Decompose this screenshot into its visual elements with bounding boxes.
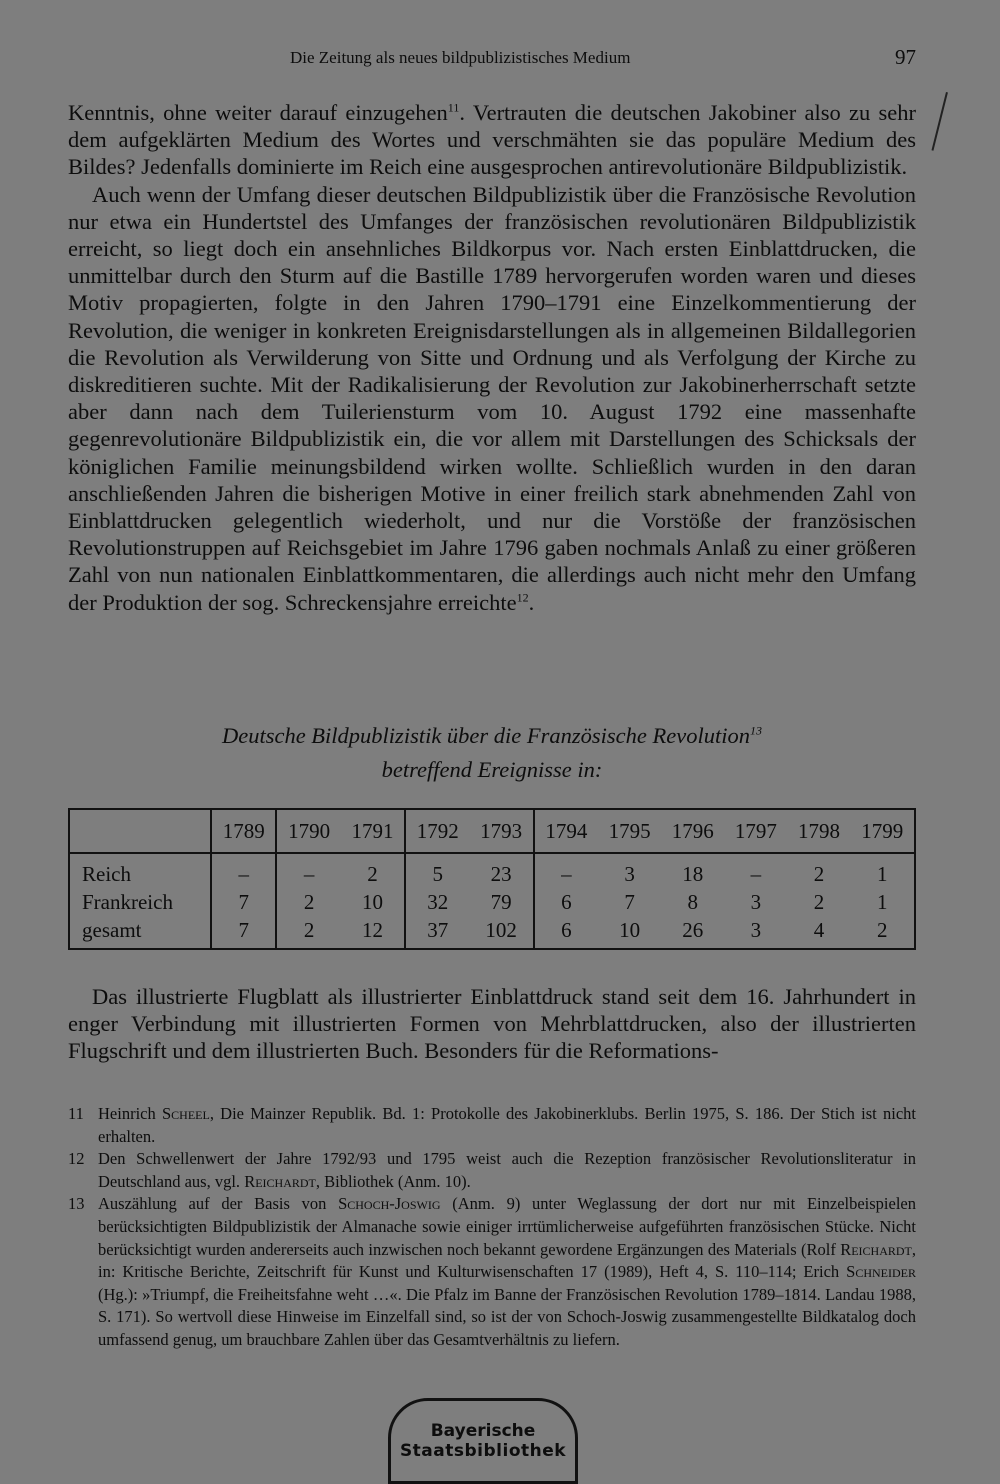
table-row: [69, 853, 915, 888]
table-cell: 10: [619, 917, 641, 942]
footnote-number: 12: [68, 1149, 85, 1169]
table-caption-line-2: betreffend Ereignisse in:: [381, 757, 603, 782]
page-header: [68, 45, 916, 74]
page-number: 97: [895, 45, 916, 69]
footnote-text: [98, 1148, 916, 1193]
year-header: 1797: [724, 809, 787, 853]
body-text: [68, 99, 916, 616]
footnotes: [68, 1103, 916, 1352]
author-name: Scheel: [161, 1104, 210, 1123]
table-cell: 3: [750, 917, 762, 942]
footnote-ref-12[interactable]: 12: [516, 590, 529, 605]
footnote-text-part: Den Schwellenwert der Jahre 1792/93 und 1795 weist auch die Rezeption französischer Revolutionsliteratur in Deutschland aus, vgl.: [98, 1149, 916, 1191]
footnote-text-part: Heinrich: [98, 1104, 162, 1123]
paragraph-2-end: .: [528, 589, 535, 615]
year-header: 1793: [469, 809, 533, 853]
footnote-11: [68, 1103, 916, 1148]
margin-pencil-mark: [931, 92, 947, 151]
year-header: 1789: [211, 809, 276, 853]
paragraph-2-text: Auch wenn der Umfang dieser deutschen Bildpublizistik über die Französische Revolution nur etwa ein Hundertstel des Umfanges der französischen revolutionären Bildpublizistik erreicht, so liegt doch ein ansehnliches Bildkorpus vor. Nach ersten Einblattdrucken, die unmittelbar durch den Sturm auf die Bastille 1789 hervorgerufen worden waren und dieses Motiv propagierten, folgte in den Jahren 1790–1791 eine Einzelkommentierung der Revolution, die weniger in konkreten Ereignisdarstellungen als in allgemeinen Bildallegorien die Revolution als Verwilderung von Sitte und Ordnung und als Verfolgung der Kirche zu diskreditieren suchte. Mit der Radikalisierung der Revolution zur Jakobinerherrschaft setzte aber dann nach dem Tuileriensturm vom 10. August 1792 eine massenhafte gegenrevolutionäre Bildpublizistik ein, die vor allem mit Darstellungen des Schicksals der königlichen Familie meinungsbildend wirken wollte. Schließlich wurden in den daran anschließenden Jahren die bisherigen Motive in einer freilich stark abnehmenden Zahl von Einblattdrucken gelegentlich wiederholt, und nur die Vorstöße der französischen Revolutionstruppen auf Reichsgebiet im Jahre 1796 gaben nochmals Anlaß zu einer größeren Zahl von nun nationalen Einblattkommentaren, die allerdings auch nicht mehr den Umfang der Produktion der sog. Schreckensjahre erreichte: [68, 181, 916, 615]
table-cell: 8: [687, 889, 698, 914]
table-cell: 32: [427, 889, 449, 914]
footnote-text: [98, 1103, 916, 1148]
year-header: 1791: [341, 809, 405, 853]
table-cell: 26: [682, 917, 704, 942]
footnote-ref-11[interactable]: 11: [447, 100, 460, 115]
table-cell: –: [750, 861, 762, 886]
table-cell: 5: [432, 861, 444, 886]
table-cell: 7: [211, 888, 276, 916]
table-cell: –: [561, 861, 572, 886]
row-label: gesamt: [69, 916, 211, 949]
table-cell: 6: [561, 889, 572, 914]
table-cell: –: [303, 861, 315, 886]
author-name: Schneider: [846, 1262, 916, 1282]
footnote-text-part: (Hg.): »Triumpf, die Freiheitsfahne weht …«. Die Pfalz im Banne der Französischen Revolution 1789–1814. Landau 1988, S. 171). So wertvoll diese Hinweise im Einzelfall sind, so ist der von Schoch-Joswig zusammengestellte Bildkatalog doch umfassend genug, um brauchbare Zahlen über das Gesamtverhältnis zu liefern.: [98, 1284, 916, 1349]
year-header: 1799: [851, 809, 915, 853]
table-caption-text: Deutsche Bildpublizistik über die Französische Revolution: [221, 723, 751, 748]
table-cell: 10: [341, 888, 405, 916]
year-header: 1794: [534, 809, 598, 853]
table-cell: 2: [877, 917, 888, 942]
paragraph-1-text: Kenntnis, ohne weiter darauf einzugehen: [68, 100, 448, 125]
year-header: 1796: [661, 809, 724, 853]
table-cell: 7: [624, 889, 635, 914]
table-row: [69, 888, 915, 916]
year-header: 1790: [276, 809, 340, 853]
stamp-line-1: Bayerische: [430, 1421, 536, 1441]
library-stamp: [388, 1398, 578, 1484]
footnote-number: 11: [68, 1104, 84, 1123]
year-header: 1792: [405, 809, 469, 853]
table-cell: 3: [750, 889, 762, 914]
footnote-text: [98, 1193, 916, 1351]
footnote-text-part: Auszählung auf der Basis von: [98, 1194, 339, 1214]
statistics-table: [68, 808, 916, 950]
body-text-continued: [68, 983, 916, 1065]
table-cell: 4: [813, 917, 825, 942]
table-corner-cell: [69, 809, 211, 853]
table-cell: 3: [624, 861, 635, 886]
footnote-number: 13: [68, 1194, 85, 1214]
row-label: Reich: [69, 853, 211, 888]
table-cell: 2: [303, 889, 315, 914]
footnote-text-part: , in: Kritische Berichte, Zeitschrift für Kunst und Kulturwisenschaften 17 (1989), Heft 4, S. 110–114; Erich: [98, 1239, 916, 1282]
author-name: Reichardt: [244, 1171, 316, 1191]
table-cell: 102: [469, 916, 533, 949]
table-cell: 18: [682, 861, 704, 886]
table-cell: 1: [877, 861, 888, 886]
paragraph-3: Das illustrierte Flugblatt als illustrierter Einblattdruck stand seit dem 16. Jahrhundert in enger Verbindung mit illustrierten Formen von Mehrblattdrucken, also der illustrierten Flugschrift und dem illustrierten Buch. Besonders für die Reformations-: [68, 984, 916, 1064]
table-cell: 2: [303, 917, 315, 942]
table-cell: 2: [341, 853, 405, 888]
footnote-text-part: , Die Mainzer Republik. Bd. 1: Protokolle des Jakobinerklubs. Berlin 1975, S. 186. Der Stich ist nicht erhalten.: [98, 1104, 916, 1146]
table-cell: 23: [469, 853, 533, 888]
year-header: 1795: [598, 809, 661, 853]
table-cell: 7: [211, 916, 276, 949]
table-header-row: [69, 809, 915, 853]
paragraph-2: [68, 181, 916, 616]
table-cell: –: [211, 853, 276, 888]
table-caption: [68, 719, 916, 787]
paragraph-1: [68, 99, 916, 181]
stamp-line-2: Staatsbibliothek: [399, 1441, 567, 1461]
table-cell: 2: [813, 889, 825, 914]
running-head: Die Zeitung als neues bildpublizistisches Medium: [290, 48, 631, 67]
table-cell: 1: [877, 889, 888, 914]
table-caption-line-1: [68, 719, 916, 753]
author-name: Schoch-Joswig: [338, 1194, 441, 1214]
footnote-13: [68, 1193, 916, 1351]
table-cell: 12: [341, 916, 405, 949]
table-cell: 2: [813, 861, 825, 886]
table-cell: 6: [561, 917, 572, 942]
footnote-text-part: , Bibliothek (Anm. 10).: [315, 1171, 471, 1191]
year-header: 1798: [787, 809, 850, 853]
author-name: Reichardt: [840, 1239, 912, 1259]
footnote-text-part: (Anm. 9) unter Weglassung der dort nur mit Einzelbeispielen berücksichtigten Bildpublizistik der Almanache sowie einiger irrtümlicherweise aufgeführten französischen Stücke. Nicht berücksichtigt wurden andererseits auch inzwischen noch bekannt gewordene Ergänzungen des Materials (Rolf: [98, 1194, 916, 1259]
footnote-ref-13[interactable]: 13: [750, 723, 763, 738]
footnote-12: [68, 1148, 916, 1193]
row-label: Frankreich: [69, 888, 211, 916]
paragraph-1-text-cont: . Vertrauten die deutschen Jakobiner also zu sehr dem aufgeklärten Medium des Wortes und verschmähten sie das populäre Medium des Bildes? Jedenfalls dominierte im Reich eine ausgesprochen antirevolutionäre Bildpublizistik.: [68, 100, 916, 180]
table-cell: 37: [427, 917, 449, 942]
table-cell: 79: [469, 888, 533, 916]
table-row: [69, 916, 915, 949]
